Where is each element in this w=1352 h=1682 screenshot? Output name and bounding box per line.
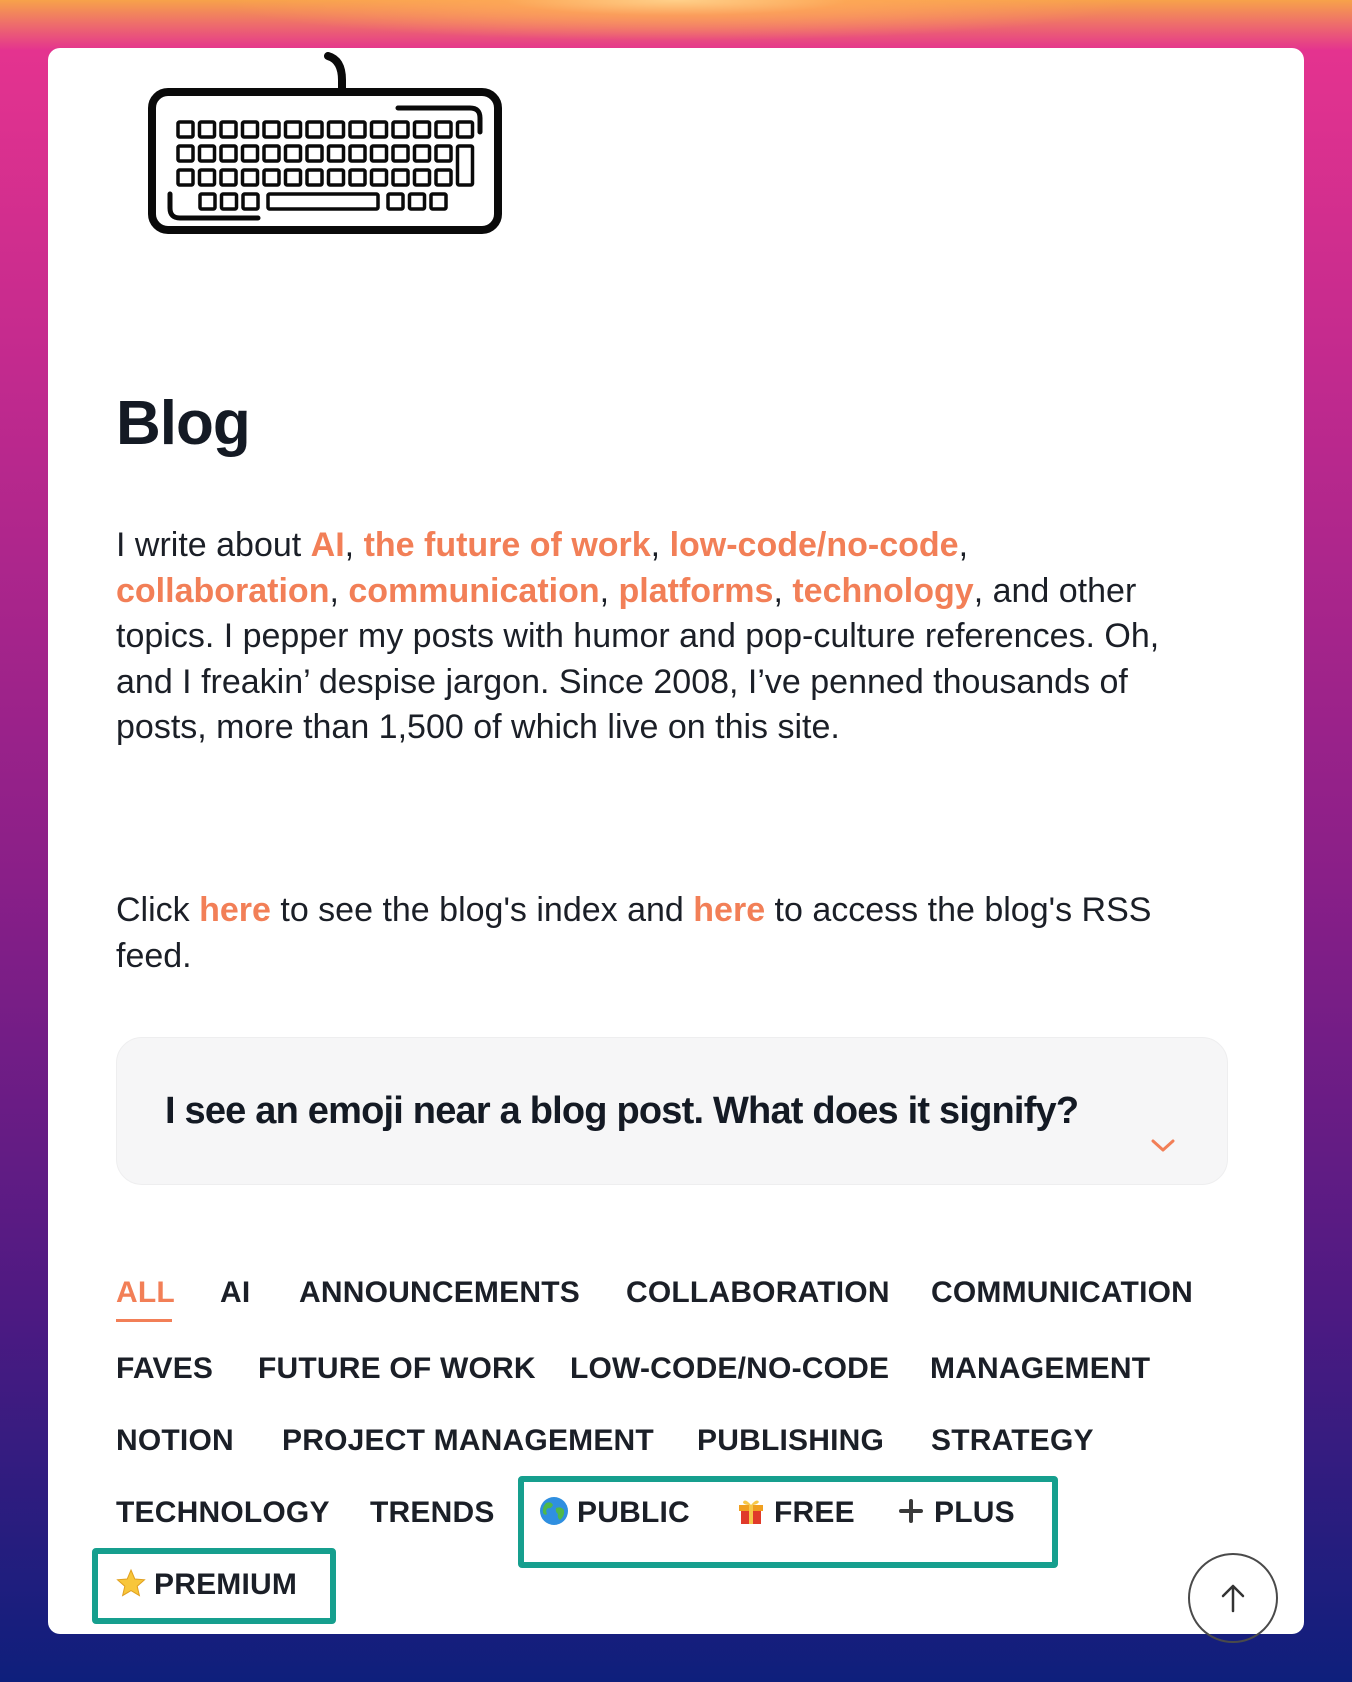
tag-future-of-work[interactable]: FUTURE OF WORK [258, 1352, 536, 1385]
tag-management[interactable]: MANAGEMENT [930, 1352, 1151, 1385]
topic-link-collaboration[interactable]: collaboration [116, 571, 330, 610]
tag-trends[interactable]: TRENDS [370, 1496, 495, 1529]
tag-publishing[interactable]: PUBLISHING [697, 1424, 885, 1457]
intro-paragraph: I write about AI, the future of work, low-code/no-code, collaboration, communication, platforms, technology, and other topics. I pepper my posts with humor and pop-culture references. Oh, and I freakin’ despise jargon. Since 2008, I’ve penned thousands of posts, more than 1,500 of which live on this site. [116, 526, 1160, 746]
page-title: Blog [116, 389, 250, 458]
links-text-mid: to see the blog's index and [270, 891, 694, 929]
tag-notion[interactable]: NOTION [116, 1424, 234, 1457]
active-tag-underline [116, 1319, 172, 1322]
tag-premium-label: PREMIUM [154, 1568, 298, 1601]
topic-link-communication[interactable]: communication [348, 571, 600, 610]
topic-link-technology[interactable]: technology [792, 571, 974, 610]
tag-communication[interactable]: COMMUNICATION [931, 1276, 1194, 1309]
tag-technology[interactable]: TECHNOLOGY [116, 1496, 330, 1529]
tag-public-label: PUBLIC [577, 1496, 690, 1529]
intro-text-end: , and other topics. I pepper my posts with humor and pop-culture references. Oh, and I freakin’ despise jargon. Since 2008, I’ve penned thousands of posts, more than 1,500 of which live on this site. [116, 571, 1160, 746]
links-text-end: to access the blog's RSS feed. [116, 891, 1152, 975]
highlight-box-membership-tags [518, 1476, 1058, 1568]
intro-text: I write about [116, 526, 311, 564]
topic-link-ai[interactable]: AI [310, 526, 345, 564]
tag-free-label: FREE [774, 1496, 855, 1529]
topic-link-future-of-work[interactable]: the future of work [363, 526, 651, 564]
tag-collaboration[interactable]: COLLABORATION [626, 1276, 890, 1309]
faq-question: I see an emoji near a blog post. What does it signify? [165, 1090, 1079, 1132]
keyboard-icon [148, 52, 538, 252]
tag-plus-label: PLUS [934, 1496, 1015, 1529]
tag-faves[interactable]: FAVES [116, 1352, 214, 1385]
rss-feed-link[interactable]: here [693, 891, 766, 929]
chevron-down-icon[interactable] [1150, 1138, 1176, 1154]
highlight-box-premium-tag [92, 1548, 336, 1624]
blog-card [48, 48, 1304, 1634]
tag-ai[interactable]: AI [220, 1276, 251, 1309]
arrow-up-icon [1220, 1583, 1246, 1613]
tag-project-management[interactable]: PROJECT MANAGEMENT [282, 1424, 654, 1457]
links-paragraph [116, 888, 1196, 979]
links-text: Click [116, 891, 200, 929]
tag-all[interactable]: ALL [116, 1276, 175, 1309]
tag-announcements[interactable]: ANNOUNCEMENTS [299, 1276, 580, 1309]
topic-link-low-code[interactable]: low-code/no-code [669, 526, 959, 564]
blog-index-link[interactable]: here [199, 891, 271, 929]
tag-strategy[interactable]: STRATEGY [931, 1424, 1094, 1457]
tag-low-code-no-code[interactable]: LOW-CODE/NO-CODE [570, 1352, 890, 1385]
faq-accordion[interactable] [116, 1037, 1228, 1185]
topic-link-platforms[interactable]: platforms [618, 571, 774, 610]
